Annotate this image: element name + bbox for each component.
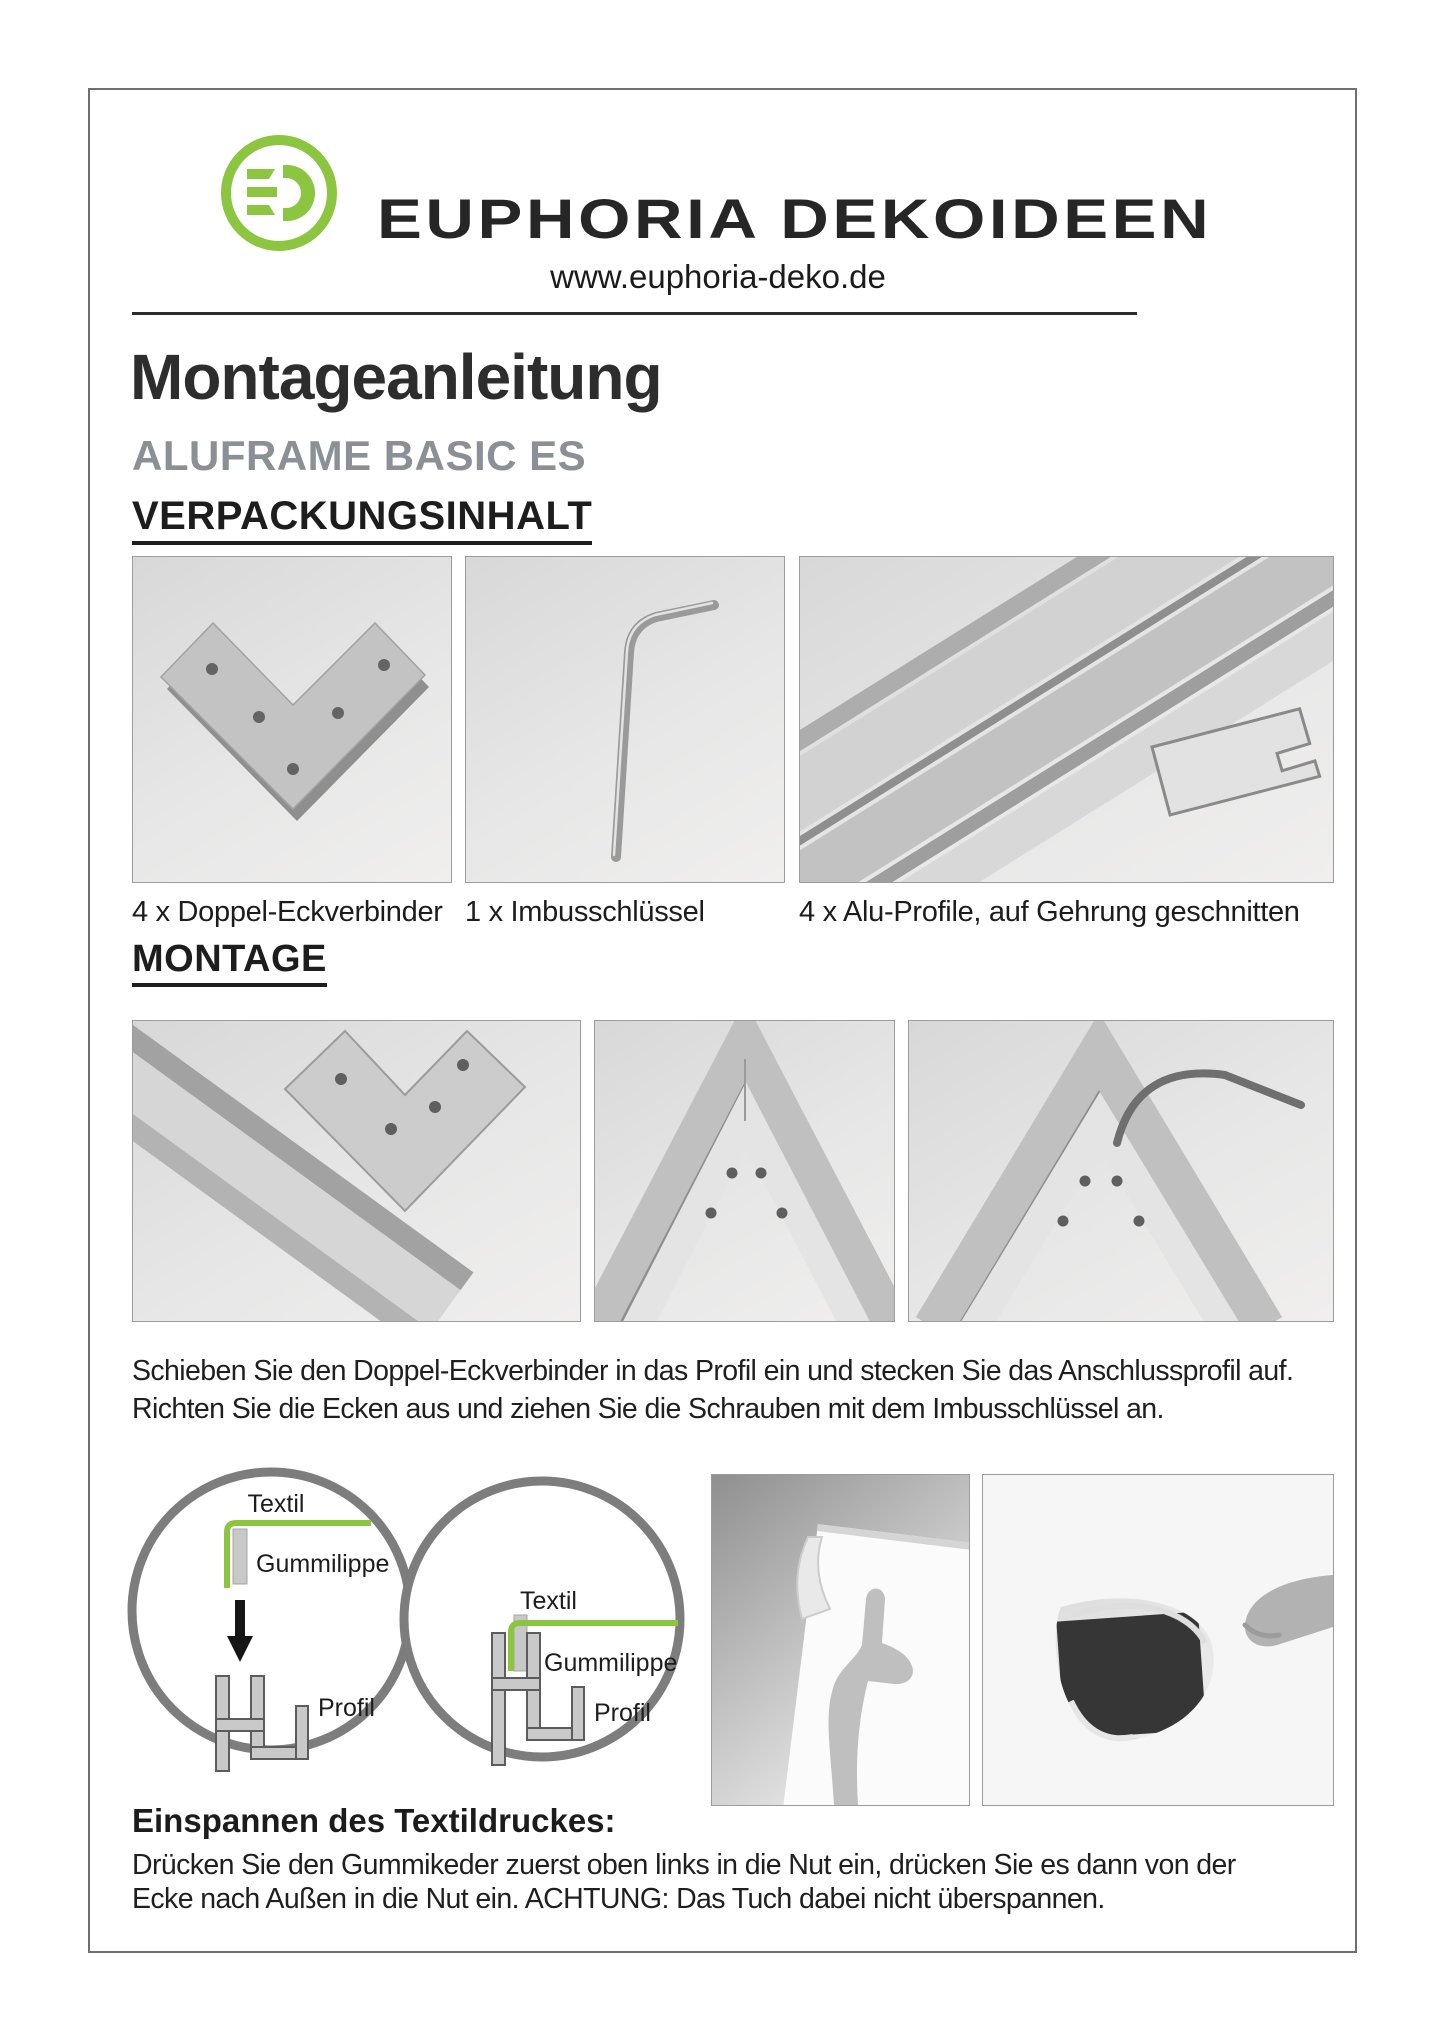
corner-with-allen-key-illustration (909, 1021, 1333, 1321)
diagram-circle-textil-insert (126, 1466, 416, 1781)
brand-logo-icon (217, 130, 341, 256)
photo-montage-step-1 (132, 1020, 581, 1322)
diagram-circle-textil-inserted (398, 1475, 686, 1787)
einspannen-heading: Einspannen des Textildruckes: (132, 1802, 616, 1839)
caption-doppel-eckverbinder: 4 x Doppel-Eckverbinder (132, 896, 443, 928)
photo-montage-step-2 (594, 1020, 895, 1322)
photo-textile-corner-press (711, 1474, 970, 1806)
caption-alu-profile: 4 x Alu-Profile, auf Gehrung geschnitten (799, 896, 1300, 928)
alu-profiles-illustration (800, 557, 1333, 882)
page-title: Montageanleitung (130, 341, 662, 413)
brand-wordmark: EUPHORIA DEKOIDEEN (377, 187, 1213, 250)
corner-connector-illustration (133, 557, 451, 882)
photo-doppel-eckverbinder (132, 556, 452, 883)
profil-label: Profil (594, 1699, 651, 1727)
photo-alu-profile (799, 556, 1334, 883)
photo-textile-stretch (982, 1474, 1334, 1806)
profil-label: Profil (318, 1694, 375, 1722)
photo-montage-step-3 (908, 1020, 1334, 1322)
section-heading-montage: MONTAGE (132, 938, 327, 987)
allen-key-illustration (466, 557, 784, 882)
section-heading-verpackungsinhalt: VERPACKUNGSINHALT (132, 494, 592, 545)
caption-imbusschluessel: 1 x Imbusschlüssel (465, 896, 705, 928)
photo-imbusschluessel (465, 556, 785, 883)
header-divider (132, 312, 1137, 315)
einspannen-instructions: Drücken Sie den Gummikeder zuerst oben links in die Nut ein, drücken Sie es dann von der Ecke nach Außen in die Nut ein. ACHTUNG: Das Tuch dabei nicht überspannen. (132, 1849, 1236, 1915)
montage-instructions: Schieben Sie den Doppel-Eckverbinder in das Profil ein und stecken Sie das Anschlussprofil auf. Richten Sie die Ecken aus und ziehen Sie die Schrauben mit dem Imbusschlüssel an. (132, 1355, 1294, 1425)
gummilippe-label: Gummilippe (256, 1550, 390, 1578)
website-url: www.euphoria-deko.de (550, 258, 886, 295)
connector-into-profile-illustration (133, 1021, 580, 1321)
assembled-corner-illustration (595, 1021, 894, 1321)
textil-label: Textil (520, 1587, 577, 1615)
textil-label: Textil (247, 1490, 305, 1518)
document-page (88, 88, 1357, 1953)
hand-pressing-textile-illustration (712, 1475, 969, 1805)
gummilippe-label: Gummilippe (544, 1649, 678, 1677)
textile-over-frame-illustration (983, 1475, 1333, 1805)
product-subtitle: ALUFRAME BASIC ES (132, 432, 587, 479)
